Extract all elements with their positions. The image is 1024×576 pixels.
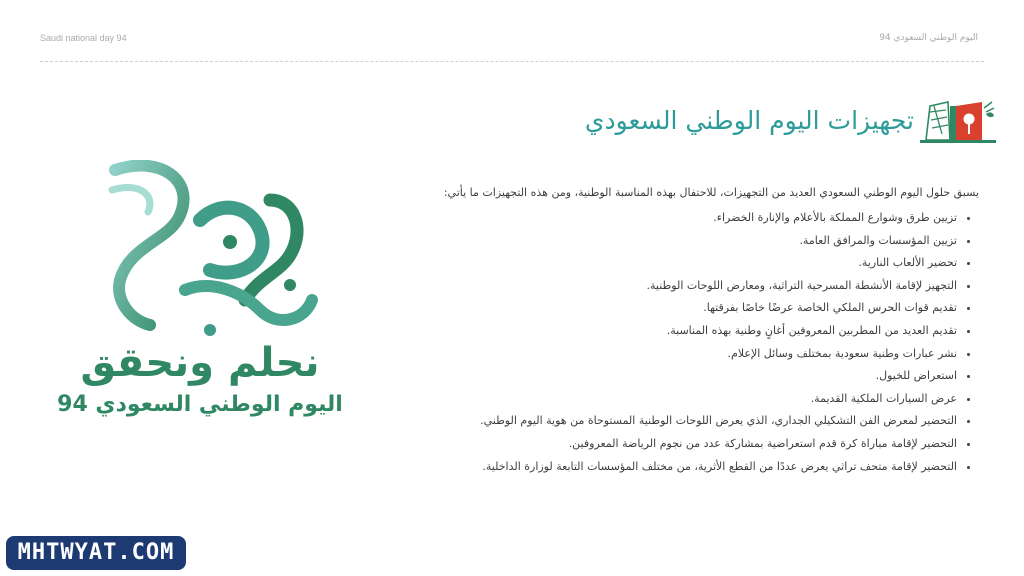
list-item: • استعراض للخيول.	[349, 365, 957, 388]
intro-paragraph: يسبق حلول اليوم الوطني السعودي العديد من التجهيزات، للاحتفال بهذه المناسبة الوطنية، ومن هذه التجهيزات ما يأتي:	[443, 186, 979, 199]
national-day-logo-artwork	[90, 160, 340, 360]
site-watermark: MHTWYAT.COM	[6, 536, 186, 570]
list-item: • نشر عبارات وطنية سعودية بمختلف وسائل الإعلام.	[349, 343, 957, 366]
list-item: • التحضير لمعرض الفن التشكيلي الجداري، الذي يعرض اللوحات الوطنية المستوحاة من هوية اليوم الوطني.	[349, 410, 957, 433]
list-item: • التحضير لإقامة مباراة كرة قدم استعراضية بمشاركة عدد من نجوم الرياضة المعروفين.	[349, 433, 957, 456]
list-item: • تقديم العديد من المطربين المعروفين أغانٍ وطنية بهذه المناسبة.	[349, 320, 957, 343]
preparations-section	[349, 185, 979, 478]
page-title: تجهيزات اليوم الوطني السعودي	[584, 106, 914, 135]
list-item: • تحضير الألعاب النارية.	[349, 252, 957, 275]
list-item: • تقديم قوات الحرس الملكي الخاصة عرضًا خاصًا بفرقتها.	[349, 297, 957, 320]
logo-subline: اليوم الوطني السعودي 94	[57, 392, 343, 417]
list-item: • التحضير لإقامة متحف تراثي يعرض عددًا من القطع الأثرية، من مختلف المؤسسات التابعة لوزارة الداخلية.	[349, 456, 957, 479]
preparations-list	[349, 207, 979, 478]
header-right-label: اليوم الوطني السعودي 94	[879, 33, 978, 43]
list-item: • تزيين طرق وشوارع المملكة بالأعلام والإنارة الخضراء.	[349, 207, 957, 230]
list-item: • عرض السيارات الملكية القديمة.	[349, 388, 957, 411]
header-divider	[40, 61, 984, 62]
list-item: • تزيين المؤسسات والمرافق العامة.	[349, 230, 957, 253]
national-day-emblem-icon	[920, 100, 996, 146]
list-item: • التجهيز لإقامة الأنشطة المسرحية التراثية، ومعارض اللوحات الوطنية.	[349, 275, 957, 298]
header-left-label: Saudi national day 94	[40, 33, 127, 43]
logo-slogan: نحلم ونحقق	[80, 340, 320, 386]
